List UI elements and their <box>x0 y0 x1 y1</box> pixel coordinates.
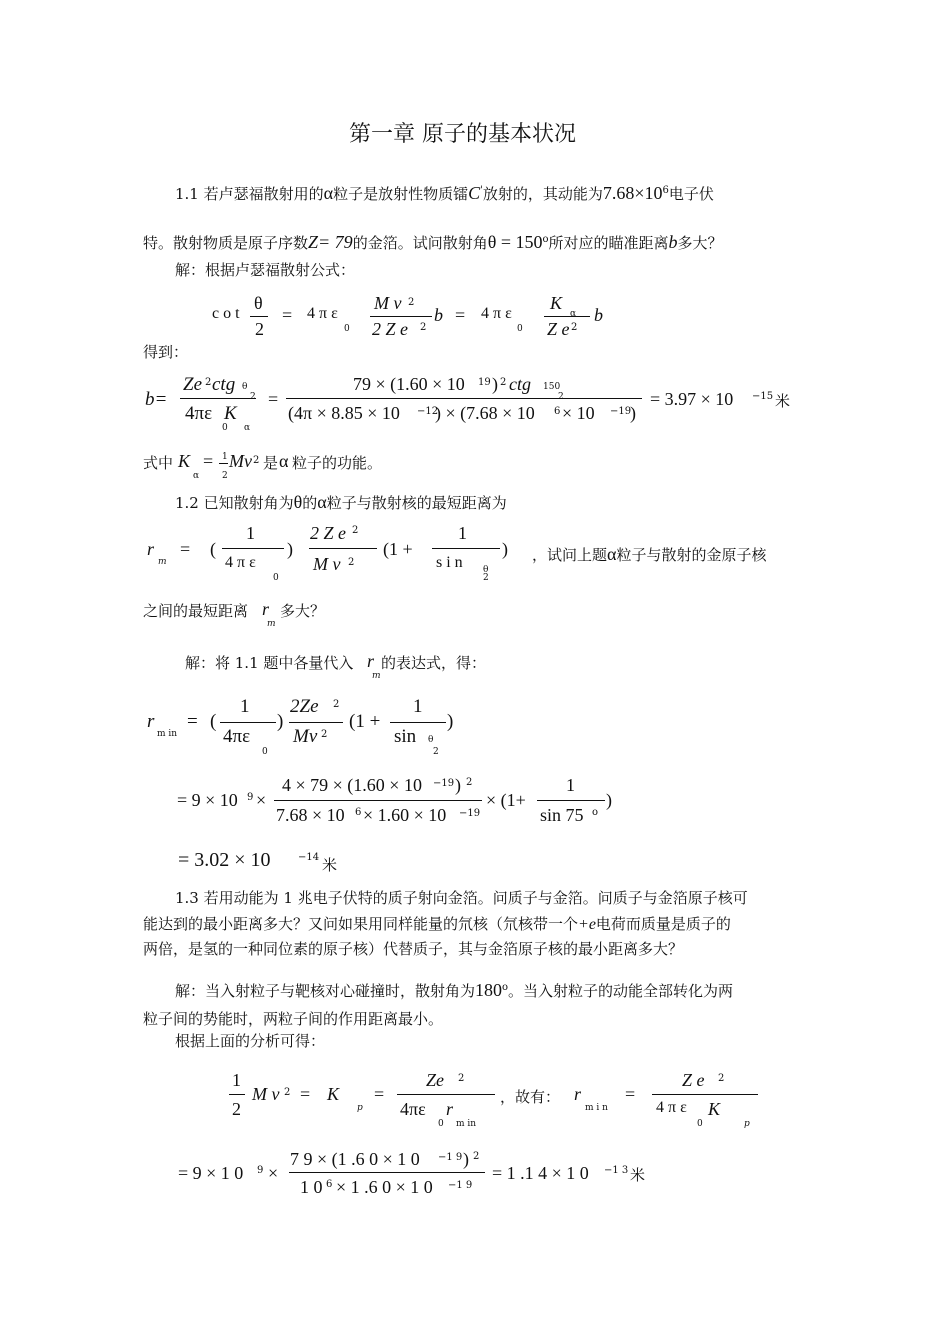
problem-1-3-line2: 能达到的最小距离多大？又问如果用同样能量的氘核（氘核带一个+e电荷而质量是质子的 <box>143 915 731 933</box>
fraction-bar <box>274 800 482 801</box>
fraction-bar <box>652 1094 758 1095</box>
fraction-bar <box>219 463 228 464</box>
fraction-bar <box>286 398 642 399</box>
analysis-label: 根据上面的分析可得： <box>175 1032 326 1050</box>
solution-1-3-line2: 粒子间的势能时，两粒子间的作用距离最小。 <box>143 1010 444 1028</box>
fraction-bar <box>289 1172 485 1173</box>
fraction-bar <box>370 316 432 317</box>
problem-1-1-line2: 特。散射物质是原子序数Z= 79的金箔。试问散射角$\theta = 150^o$所对应的瞄准距离b多大？ <box>143 232 723 252</box>
problem-1-3-line1: 1.3 若用动能为 1 兆电子伏特的质子射向金箔。问质子与金箔。问质子与金箔原子核可 <box>175 889 748 907</box>
solution-1-3-line1: 解：当入射粒子与靶核对心碰撞时，散射角为180$^o$。当入射粒子的动能全部转化为两 <box>175 980 734 1000</box>
fraction-bar <box>390 722 446 723</box>
fraction-bar <box>432 548 500 549</box>
problem-1-3-line3: 两倍，是氢的一种同位素的原子核）代替质子，其与金箔原子核的最小距离多大？ <box>143 940 684 958</box>
fraction-bar <box>229 1094 245 1095</box>
problem-1-1-line1: 1.1 若卢瑟福散射用的α粒子是放射性物质镭C'放射的，其动能为$7.68\times 10^6$电子伏 <box>175 183 714 203</box>
fraction-bar <box>537 800 605 801</box>
solution-intro: 解：根据卢瑟福散射公式： <box>175 261 356 279</box>
fraction-bar <box>397 1094 495 1095</box>
fraction-bar <box>289 722 343 723</box>
fraction-bar <box>250 316 268 317</box>
fraction-bar <box>544 316 590 317</box>
problem-1-2-line1: 1.2 已知散射角为θ的α粒子与散射核的最短距离为 <box>175 492 507 512</box>
page-title: 第一章 原子的基本状况 <box>349 122 576 147</box>
fraction-bar <box>309 548 377 549</box>
got-label: 得到： <box>143 343 189 361</box>
problem-1-2-right-text: ，试问上题α粒子与散射的金原子核 <box>532 544 767 564</box>
fraction-bar <box>180 398 256 399</box>
fraction-bar <box>220 722 276 723</box>
fraction-bar <box>222 548 284 549</box>
